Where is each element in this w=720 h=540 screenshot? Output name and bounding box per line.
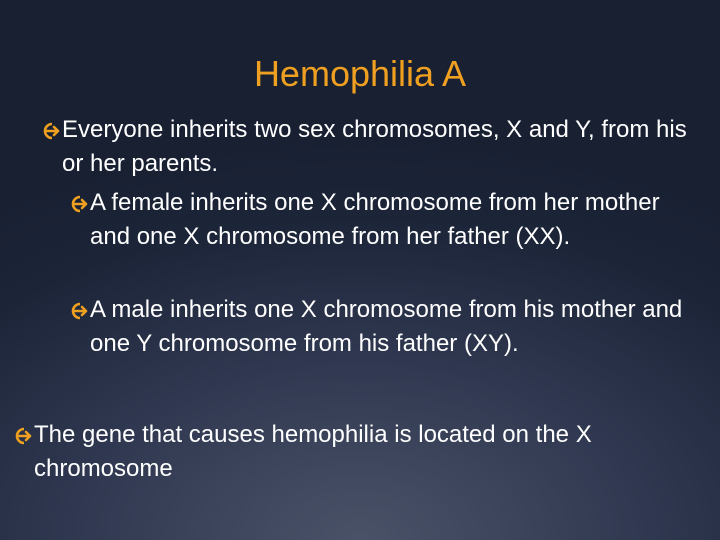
curved-arrow-icon	[66, 188, 88, 218]
sub-bullet-item	[66, 293, 686, 361]
curved-arrow-icon	[38, 115, 60, 145]
slide-title: Hemophilia A	[253, 53, 467, 94]
sub-bullet-item	[66, 186, 686, 254]
bullet-text: Everyone inherits two sex chromosomes, X and Y, from his or her parents.	[62, 116, 687, 177]
curved-arrow-icon	[10, 420, 32, 450]
bullet-text: A female inherits one X chromosome from her mother and one X chromosome from her father (XX).	[90, 189, 660, 250]
bullet-text: The gene that causes hemophilia is located on the X chromosome	[34, 421, 592, 482]
bullet-item	[10, 418, 710, 486]
curved-arrow-icon	[66, 295, 88, 325]
bullet-text: A male inherits one X chromosome from his mother and one Y chromosome from his father (XY).	[90, 296, 683, 357]
bullet-item	[38, 113, 698, 181]
